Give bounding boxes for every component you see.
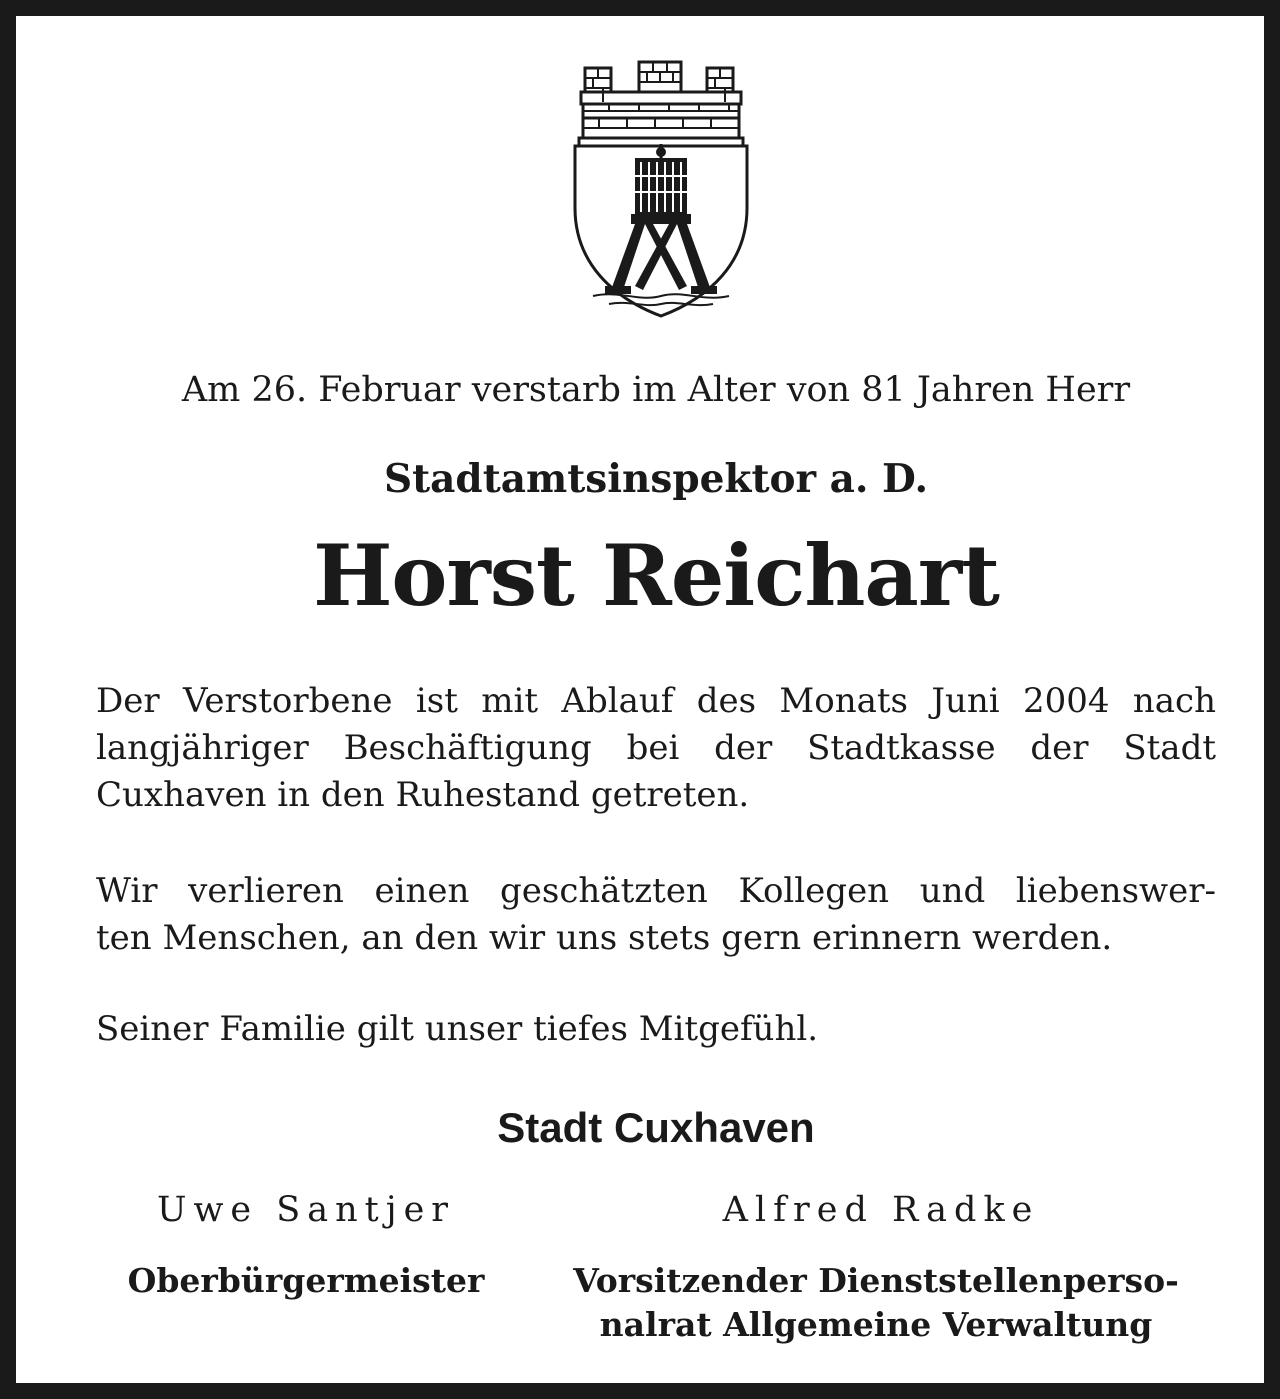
intro-text: Am 26. Februar verstarb im Alter von 81 Jahren Herr [181, 370, 1131, 410]
organization-name: Stadt Cuxhaven [497, 1104, 815, 1151]
signer-role-2 [536, 1259, 1216, 1347]
signer-role-line: nalrat Allgemeine Verwaltung [599, 1305, 1153, 1344]
paragraph-tribute [96, 868, 1216, 962]
paragraph-line: Wir verlieren einen geschätzten Kollegen und liebenswer- [96, 871, 1216, 911]
deceased-name: Horst Reichart [313, 526, 999, 625]
signer-role-1 [86, 1259, 526, 1303]
paragraph-line: Seiner Familie gilt unser tiefes Mitgefühl. [96, 1009, 819, 1049]
paragraph-line: Cuxhaven in den Ruhestand getreten. [96, 775, 750, 815]
signer-name-1: Uwe Santjer [156, 1190, 456, 1230]
city-coat-of-arms-icon [569, 58, 753, 320]
signer-role-line: Oberbürgermeister [127, 1261, 485, 1300]
paragraph-condolence [96, 1006, 1216, 1053]
deceased-title: Stadtamtsinspektor a. D. [383, 456, 929, 502]
paragraph-line: langjähriger Beschäftigung bei der Stadtkasse der Stadt [96, 728, 1216, 768]
paragraph-line: Der Verstorbene ist mit Ablauf des Monats Juni 2004 nach [96, 681, 1216, 721]
paragraph-line: ten Menschen, an den wir uns stets gern erinnern werden. [96, 918, 1113, 958]
signer-role-line: Vorsitzender Dienststellenperso- [573, 1261, 1179, 1300]
paragraph-career [96, 678, 1216, 819]
signer-name-2: Alfred Radke [722, 1190, 1040, 1230]
